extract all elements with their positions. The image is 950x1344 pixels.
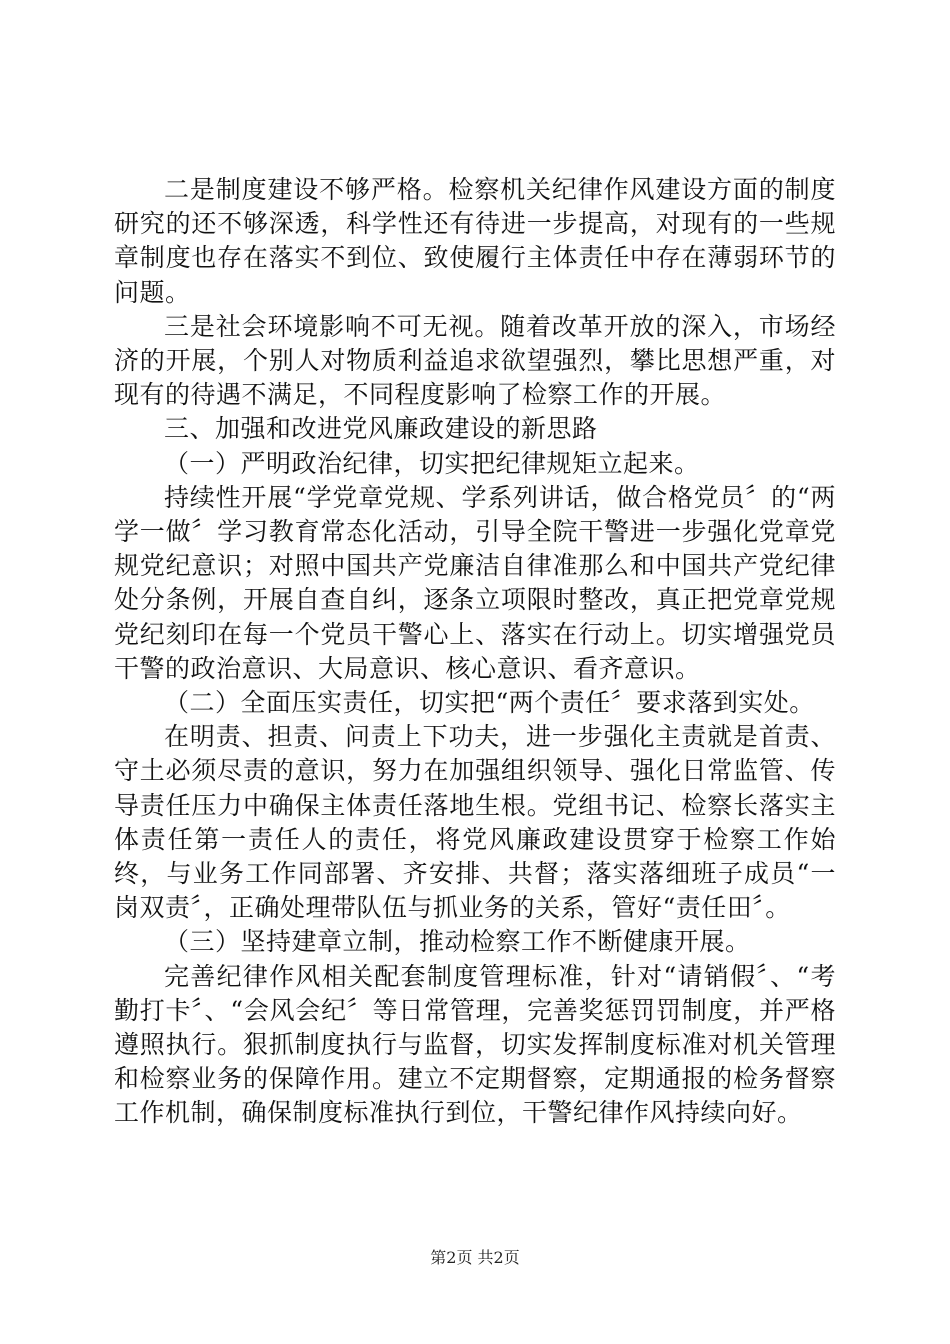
paragraph-responsibility: 在明责、担责、问责上下功夫，进一步强化主责就是首责、守土必须尽责的意识，努力在加强组织领导、强化日常监管、传导责任压力中确保主体责任落地生根。党组书记、检察长落实主体责任第一责任人的责任，将党风廉政建设贯穿于检察工作始终，与业务工作同部署、齐安排、共督；落实落细班子成员“一岗双责〞，正确处理带队伍与抓业务的关系，管好“责任田〞。 [114,722,836,923]
page-number-footer: 第2页 共2页 [430,1248,520,1267]
subheading-responsibility: （二）全面压实责任，切实把“两个责任〞要求落到实处。 [164,688,815,718]
subheading-political-discipline: （一）严明政治纪律，切实把纪律规矩立起来。 [164,448,700,478]
section-heading-new-ideas: 三、加强和改进党风廉政建设的新思路 [164,414,598,444]
paragraph-political-discipline: 持续性开展“学党章党规、学系列讲话，做合格党员〞的“两学一做〞学习教育常态化活动，引导全院干警进一步强化党章党规党纪意识；对照中国共产党廉洁自律准那么和中国共产党纪律处分条例，开展自查自纠，逐条立项限时整改，真正把党章党规党纪刻印在每一个党员干警心上、落实在行动上。切实增强党员干警的政治意识、大局意识、核心意识、看齐意识。 [114,482,836,683]
subheading-rules-system: （三）坚持建章立制，推动检察工作不断健康开展。 [164,927,751,957]
paragraph-social-environment: 三是社会环境影响不可无视。随着改革开放的深入，市场经济的开展，个别人对物质利益追求欲望强烈，攀比思想严重，对现有的待遇不满足，不同程度影响了检察工作的开展。 [114,311,836,410]
paragraph-institution-issue: 二是制度建设不够严格。检察机关纪律作风建设方面的制度研究的还不够深透，科学性还有待进一步提高，对现有的一些规章制度也存在落实不到位、致使履行主体责任中存在薄弱环节的问题。 [114,175,836,307]
paragraph-rules-system: 完善纪律作风相关配套制度管理标准，针对“请销假〞、“考勤打卡〞、“会风会纪〞等日常管理，完善奖惩罚罚制度，并严格遵照执行。狠抓制度执行与监督，切实发挥制度标准对机关管理和检察业务的保障作用。建立不定期督察，定期通报的检务督察工作机制，确保制度标准执行到位，干警纪律作风持续向好。 [114,961,836,1128]
document-body [114,173,836,1131]
